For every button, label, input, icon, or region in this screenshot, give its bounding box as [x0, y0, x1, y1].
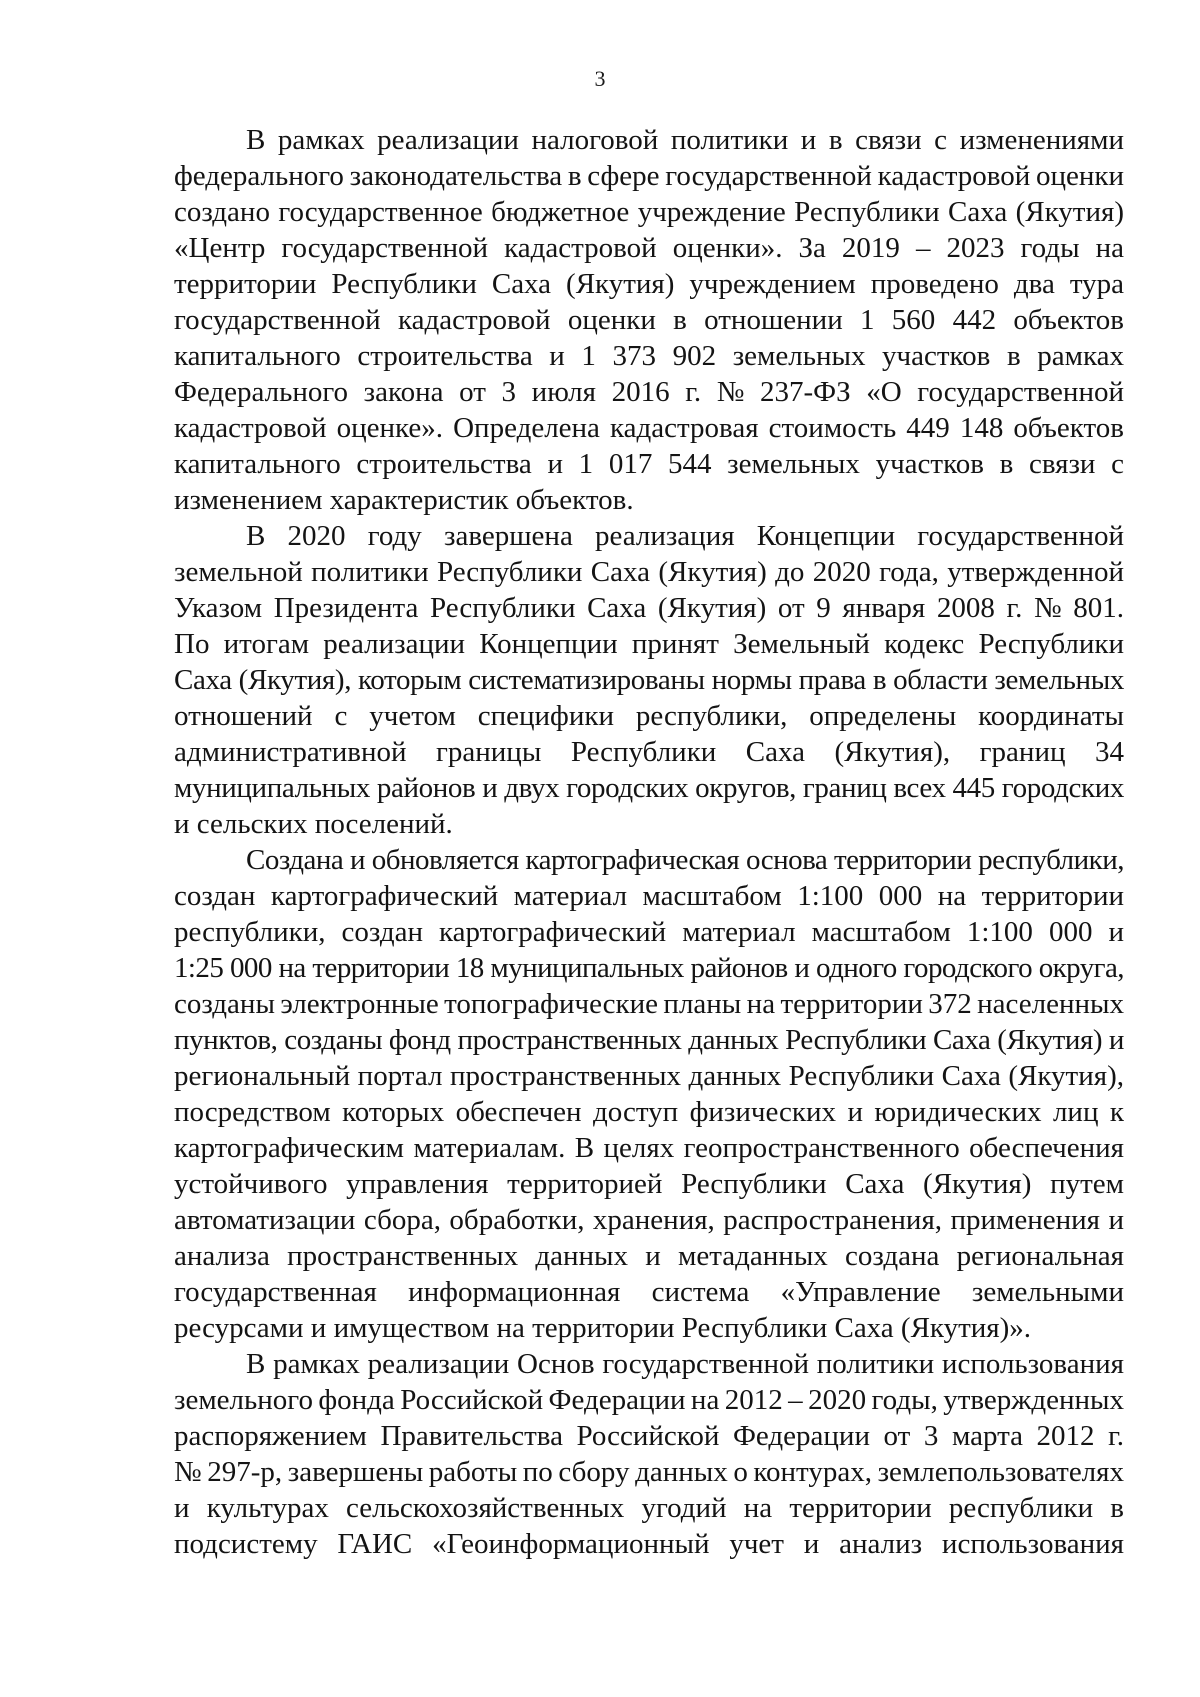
text-line: федерального законодательства в сфере государственной кадастровой оценки	[174, 160, 1124, 192]
text-line: земельного фонда Российской Федерации на 2012 – 2020 годы, утвержденных	[174, 1384, 1124, 1416]
text-line: капитального строительства и 1 017 544 земельных участков в связи с	[174, 448, 1124, 480]
paragraph-land-policy	[174, 518, 1124, 842]
text-line: муниципальных районов и двух городских округов, границ всех 445 городских	[174, 772, 1124, 804]
text-line: устойчивого управления территорией Республики Саха (Якутия) путем	[174, 1168, 1124, 1200]
text-line: создан картографический материал масштабом 1:100 000 на территории	[174, 880, 1124, 912]
text-line: создано государственное бюджетное учреждение Республики Саха (Якутия)	[174, 196, 1124, 228]
text-line: Федерального закона от 3 июля 2016 г. № 237-ФЗ «О государственной	[174, 376, 1124, 408]
document-body	[174, 122, 1124, 1562]
text-line: государственной кадастровой оценки в отношении 1 560 442 объектов	[174, 304, 1124, 336]
text-line: 1:25 000 на территории 18 муниципальных районов и одного городского округа,	[174, 952, 1124, 984]
text-line: и культурах сельскохозяйственных угодий на территории республики в	[174, 1492, 1124, 1524]
text-line: пунктов, созданы фонд пространственных данных Республики Саха (Якутия) и	[174, 1024, 1124, 1056]
text-line: изменением характеристик объектов.	[174, 484, 634, 516]
text-line: «Центр государственной кадастровой оценки». За 2019 – 2023 годы на	[174, 232, 1124, 264]
text-line: региональный портал пространственных данных Республики Саха (Якутия),	[174, 1060, 1124, 1092]
text-line: республики, создан картографический материал масштабом 1:100 000 и	[174, 916, 1124, 948]
text-line: земельной политики Республики Саха (Якутия) до 2020 года, утвержденной	[174, 556, 1124, 588]
page-number: 3	[594, 66, 606, 91]
text-line: В рамках реализации Основ государственной политики использования	[246, 1348, 1124, 1380]
text-line: ресурсами и имуществом на территории Республики Саха (Якутия)».	[174, 1312, 1032, 1344]
text-line: В 2020 году завершена реализация Концепции государственной	[246, 520, 1124, 552]
text-line: капитального строительства и 1 373 902 земельных участков в рамках	[174, 340, 1124, 372]
text-line: № 297-р, завершены работы по сбору данных о контурах, землепользователях	[174, 1456, 1124, 1488]
text-line: кадастровой оценке». Определена кадастровая стоимость 449 148 объектов	[174, 412, 1124, 444]
text-line: Саха (Якутия), которым систематизированы нормы права в области земельных	[174, 664, 1124, 696]
text-line: государственная информационная система «Управление земельными	[174, 1276, 1124, 1308]
text-line: В рамках реализации налоговой политики и в связи с изменениями	[246, 124, 1124, 156]
text-line: Указом Президента Республики Саха (Якутия) от 9 января 2008 г. № 801.	[174, 592, 1124, 624]
paragraph-cartography	[174, 842, 1124, 1346]
text-line: подсистему ГАИС «Геоинформационный учет и анализ использования	[174, 1528, 1124, 1560]
text-line: распоряжением Правительства Российской Федерации от 3 марта 2012 г.	[174, 1420, 1124, 1452]
text-line: и сельских поселений.	[174, 808, 453, 840]
text-line: автоматизации сбора, обработки, хранения, распространения, применения и	[174, 1204, 1124, 1236]
text-line: отношений с учетом специфики республики, определены координаты	[174, 700, 1124, 732]
text-line: анализа пространственных данных и метаданных создана региональная	[174, 1240, 1124, 1272]
text-line: посредством которых обеспечен доступ физических и юридических лиц к	[174, 1096, 1124, 1128]
paragraph-land-fund	[174, 1346, 1124, 1562]
text-line: По итогам реализации Концепции принят Земельный кодекс Республики	[174, 628, 1124, 660]
paragraph-tax-cadastral	[174, 122, 1124, 518]
text-line: административной границы Республики Саха (Якутия), границ 34	[174, 736, 1124, 768]
text-line: картографическим материалам. В целях геопространственного обеспечения	[174, 1132, 1124, 1164]
text-line: Создана и обновляется картографическая основа территории республики,	[246, 844, 1124, 876]
text-line: созданы электронные топографические планы на территории 372 населенных	[174, 988, 1124, 1020]
text-line: территории Республики Саха (Якутия) учреждением проведено два тура	[174, 268, 1124, 300]
